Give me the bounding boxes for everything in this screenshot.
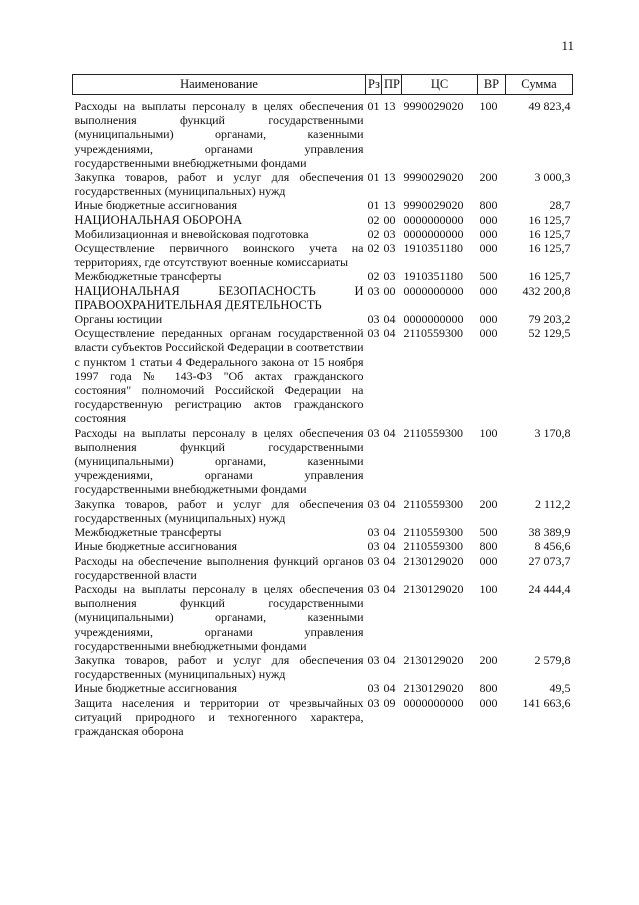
table-row (73, 198, 573, 212)
header-vr: ВР (478, 75, 506, 95)
row-sum: 432 200,8 (522, 283, 571, 298)
row-rz: 02 (367, 269, 380, 284)
row-name: Расходы на выплаты персоналу в целях обеспечения выполнения функций государственными (муниципальными) органами, казенными учреждениями, органами управления государственными внебюджетными фондами (74, 99, 364, 170)
row-pr: 13 (383, 170, 396, 185)
row-vr: 000 (479, 241, 498, 256)
row-vr: 000 (479, 312, 498, 327)
row-cs: 2130129020 (403, 681, 464, 696)
row-sum: 16 125,7 (528, 212, 571, 227)
row-pr: 00 (383, 283, 396, 298)
table-row (73, 554, 573, 582)
row-sum: 2 579,8 (534, 652, 571, 667)
row-pr: 04 (383, 681, 396, 696)
row-cs: 0000000000 (403, 226, 464, 241)
row-name: Закупка товаров, работ и услуг для обеспечения государственных (муниципальных) нужд (74, 496, 364, 525)
row-sum: 24 444,4 (528, 581, 571, 596)
row-name: Осуществление первичного воинского учета на территориях, где отсутствуют военные комиссариаты (74, 241, 364, 270)
row-vr: 800 (479, 681, 498, 696)
row-sum: 49,5 (549, 681, 571, 696)
row-sum: 16 125,7 (528, 226, 571, 241)
row-name: Иные бюджетные ассигнования (74, 198, 237, 213)
header-rz: Рз (366, 75, 382, 95)
row-pr: 03 (383, 226, 396, 241)
table-row (73, 241, 573, 269)
row-vr: 200 (479, 496, 498, 511)
row-sum: 27 073,7 (528, 553, 571, 568)
row-sum: 2 112,2 (534, 496, 571, 511)
row-cs: 9990029020 (403, 99, 464, 113)
row-rz: 02 (367, 241, 380, 256)
row-sum: 3 000,3 (534, 170, 571, 185)
row-rz: 03 (367, 525, 380, 540)
table-row (73, 284, 573, 312)
row-pr: 09 (383, 695, 396, 710)
row-cs: 2130129020 (403, 652, 464, 667)
row-cs: 2110559300 (403, 425, 464, 440)
row-pr: 03 (383, 241, 396, 256)
budget-table-container (72, 74, 572, 738)
table-row (73, 227, 573, 241)
row-name: Расходы на выплаты персоналу в целях обеспечения выполнения функций государственными (муниципальными) органами, казенными учреждениями, органами управления государственными внебюджетными фондами (74, 425, 364, 497)
budget-table (72, 74, 573, 738)
table-body (73, 95, 573, 739)
row-vr: 500 (479, 525, 498, 540)
row-rz: 01 (367, 99, 380, 113)
row-vr: 100 (479, 581, 498, 596)
table-row (73, 681, 573, 695)
table-row (73, 269, 573, 283)
header-sum: Сумма (506, 75, 573, 95)
row-rz: 03 (367, 695, 380, 710)
row-sum: 28,7 (549, 198, 571, 213)
row-sum: 79 203,2 (528, 312, 571, 327)
row-sum: 141 663,6 (522, 695, 571, 710)
row-pr: 13 (383, 198, 396, 213)
row-name: Иные бюджетные ассигнования (74, 539, 237, 554)
row-vr: 000 (479, 326, 498, 341)
row-vr: 100 (479, 99, 498, 113)
row-rz: 03 (367, 681, 380, 696)
row-cs: 2130129020 (403, 581, 464, 596)
row-vr: 000 (479, 212, 498, 227)
row-vr: 200 (479, 652, 498, 667)
row-pr: 13 (383, 99, 396, 113)
row-rz: 03 (367, 425, 380, 440)
row-name: НАЦИОНАЛЬНАЯ ОБОРОНА (74, 212, 243, 227)
row-name: Осуществление переданных органам государственной власти субъектов Российской Федерации в соответствии с пунктом 1 статьи 4 Федерального закона от 15 ноября 1997 года № 143-ФЗ "Об актах гражданского состояния" полномочий Российской Федерации на государственную регистрацию актов гражданского состояния (74, 326, 364, 426)
row-cs: 0000000000 (403, 212, 464, 227)
row-pr: 04 (383, 581, 396, 596)
header-pr: ПР (382, 75, 402, 95)
table-row (73, 539, 573, 553)
row-rz: 03 (367, 581, 380, 596)
table-row (73, 696, 573, 739)
row-cs: 0000000000 (403, 283, 464, 298)
row-cs: 9990029020 (403, 170, 464, 185)
row-pr: 04 (383, 496, 396, 511)
row-name: Защита населения и территории от чрезвычайных ситуаций природного и техногенного характера, гражданская оборона (74, 695, 364, 738)
table-row (73, 326, 573, 425)
table-row (73, 582, 573, 653)
row-cs: 0000000000 (403, 695, 464, 710)
row-name: Закупка товаров, работ и услуг для обеспечения государственных (муниципальных) нужд (74, 170, 364, 199)
row-name: Органы юстиции (74, 312, 163, 327)
row-pr: 04 (383, 312, 396, 327)
row-name: Мобилизационная и вневойсковая подготовка (74, 226, 309, 241)
page-number: 11 (561, 38, 574, 53)
row-cs: 2110559300 (403, 326, 464, 341)
row-rz: 03 (367, 652, 380, 667)
row-rz: 03 (367, 496, 380, 511)
row-sum: 38 389,9 (528, 525, 571, 540)
row-cs: 2110559300 (403, 496, 464, 511)
row-pr: 04 (383, 425, 396, 440)
row-cs: 1910351180 (403, 269, 464, 284)
table-row (73, 525, 573, 539)
row-pr: 03 (383, 269, 396, 284)
row-vr: 200 (479, 170, 498, 185)
row-name: Межбюджетные трансферты (74, 525, 222, 540)
row-name: Межбюджетные трансферты (74, 269, 222, 284)
row-vr: 100 (479, 425, 498, 440)
row-rz: 03 (367, 283, 380, 298)
row-name: НАЦИОНАЛЬНАЯ БЕЗОПАСНОСТЬ И ПРАВООХРАНИТЕЛЬНАЯ ДЕЯТЕЛЬНОСТЬ (74, 283, 364, 312)
row-rz: 01 (367, 170, 380, 185)
row-sum: 52 129,5 (528, 326, 571, 341)
row-sum: 16 125,7 (528, 241, 571, 256)
row-pr: 04 (383, 525, 396, 540)
row-rz: 03 (367, 312, 380, 327)
row-sum: 49 823,4 (528, 99, 571, 113)
table-row (73, 497, 573, 525)
row-vr: 000 (479, 553, 498, 568)
row-rz: 03 (367, 539, 380, 554)
row-rz: 01 (367, 198, 380, 213)
row-name: Закупка товаров, работ и услуг для обеспечения государственных (муниципальных) нужд (74, 652, 364, 682)
row-sum: 3 170,8 (534, 425, 571, 440)
row-cs: 1910351180 (403, 241, 464, 256)
row-pr: 04 (383, 326, 396, 341)
row-vr: 800 (479, 198, 498, 213)
row-rz: 03 (367, 326, 380, 341)
row-vr: 000 (479, 283, 498, 298)
row-rz: 02 (367, 212, 380, 227)
row-cs: 0000000000 (403, 312, 464, 327)
table-row (73, 99, 573, 170)
row-cs: 2110559300 (403, 525, 464, 540)
table-row (73, 213, 573, 227)
row-cs: 2130129020 (403, 553, 464, 568)
row-rz: 03 (367, 553, 380, 568)
row-vr: 500 (479, 269, 498, 284)
table-header (73, 75, 573, 95)
row-sum: 16 125,7 (528, 269, 571, 284)
table-row (73, 653, 573, 681)
row-name: Иные бюджетные ассигнования (74, 681, 237, 696)
row-cs: 9990029020 (403, 198, 464, 213)
header-cs: ЦС (402, 75, 478, 95)
table-row (73, 312, 573, 326)
row-pr: 04 (383, 539, 396, 554)
row-cs: 2110559300 (403, 539, 464, 554)
row-pr: 04 (383, 553, 396, 568)
row-vr: 800 (479, 539, 498, 554)
row-name: Расходы на обеспечение выполнения функций органов государственной власти (74, 553, 364, 582)
row-vr: 000 (479, 226, 498, 241)
row-sum: 8 456,6 (534, 539, 571, 554)
row-rz: 02 (367, 226, 380, 241)
row-vr: 000 (479, 695, 498, 710)
table-row (73, 426, 573, 497)
table-row (73, 170, 573, 198)
row-name: Расходы на выплаты персоналу в целях обеспечения выполнения функций государственными (муниципальными) органами, казенными учреждениями, органами управления государственными внебюджетными фондами (74, 581, 364, 653)
row-pr: 00 (383, 212, 396, 227)
header-name: Наименование (73, 75, 366, 95)
row-pr: 04 (383, 652, 396, 667)
